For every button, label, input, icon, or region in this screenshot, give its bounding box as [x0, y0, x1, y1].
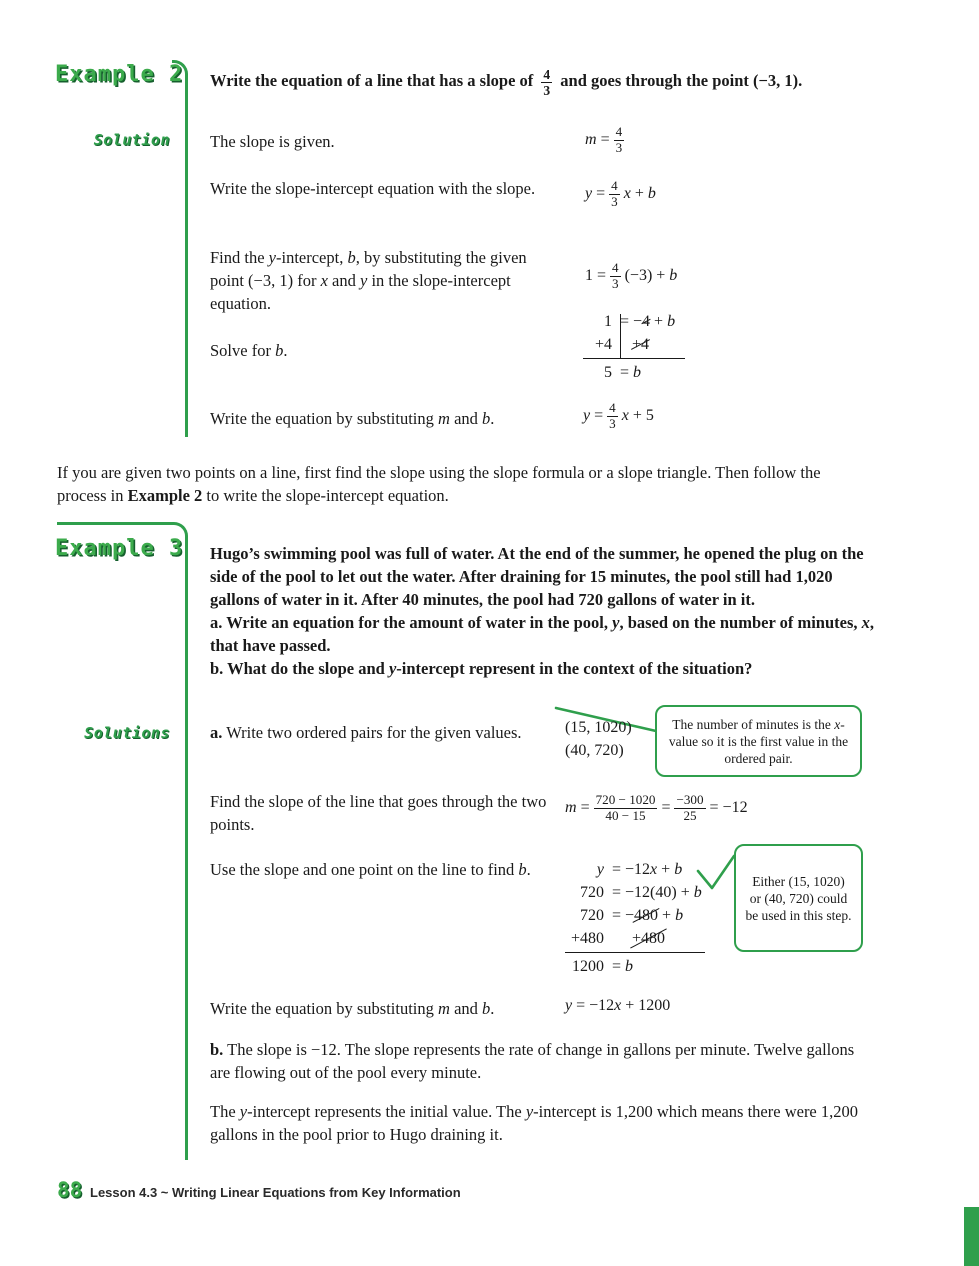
problem-paragraph: Hugo’s swimming pool was full of water. At the end of the summer, he opened the plug on the side of the pool to let out the water. After draining for 15 minutes, the pool still had 1,020 gallons of water in it. After 40 minutes, the pool had 720 gallons of water in it. — [210, 544, 864, 609]
math-lhs: y = — [585, 185, 606, 202]
fraction — [614, 125, 625, 155]
solve-work-example3 — [565, 858, 705, 978]
work-row: +480 +480 — [565, 927, 705, 950]
math-substituted — [585, 258, 677, 294]
step-text-find-y-intercept: Find the y-intercept, b, by substituting the given point (−3, 1) for x and y in the slope-intercept equation. — [210, 248, 527, 313]
fraction-numerator: 4 — [615, 123, 623, 139]
example3-problem — [210, 542, 875, 680]
problem-post: and goes through the point (−3, 1). — [560, 71, 803, 90]
work-row: y = −12x + b — [596, 861, 683, 878]
ordered-pair-1: (15, 1020) — [565, 719, 632, 736]
interlude-paragraph: If you are given two points on a line, first find the slope using the slope formula or a slope triangle. Then follow the process in Example 2 to write the slope-intercept equation. — [57, 463, 821, 505]
step-text-ordered-pairs: a. Write two ordered pairs for the given values. — [210, 723, 522, 742]
math-rhs: (−3) + b — [624, 267, 678, 284]
work-row: 1200 = b — [572, 958, 634, 975]
fraction-denominator: 3 — [543, 82, 551, 98]
callout-minutes-x-value: The number of minutes is the x-value so it is the first value in the ordered pair. — [655, 705, 862, 777]
fraction — [541, 67, 552, 98]
problem-pre: Write the equation of a line that has a slope of — [210, 71, 534, 90]
work-row: 5 = b — [604, 364, 642, 381]
step-text-write-equation: Write the equation by substituting m and b. — [210, 999, 495, 1018]
work-row: 720 = −480 + b — [565, 904, 705, 927]
step-text-slope-intercept: Write the slope-intercept equation with the slope. — [210, 179, 536, 198]
example2-label: Example 2 — [55, 62, 184, 87]
fraction-denominator: 25 — [683, 807, 697, 823]
fraction-denominator: 3 — [611, 193, 618, 209]
fraction-numerator: 4 — [611, 177, 618, 193]
step-text-find-b: Use the slope and one point on the line to find b. — [210, 860, 531, 879]
work-row: +4 +4 — [583, 333, 685, 356]
work-divider-line — [620, 314, 621, 358]
page-number: 88 — [57, 1178, 83, 1202]
sum-underline — [565, 952, 705, 953]
math-rhs: x + 5 — [621, 407, 654, 424]
example3-bracket — [57, 522, 188, 1160]
fraction-numerator: −300 — [676, 791, 704, 807]
fraction-numerator: 4 — [612, 259, 619, 275]
math-slope-intercept — [585, 176, 656, 212]
fraction-numerator: 4 — [543, 66, 551, 82]
fraction-numerator: 720 − 1020 — [595, 791, 656, 807]
problem-part-b: b. What do the slope and y-intercept represent in the context of the situation? — [210, 659, 753, 678]
callout-either-point: Either (15, 1020) or (40, 720) could be used in this step. — [734, 844, 863, 952]
work-row: 720 = −12(40) + b — [580, 884, 702, 901]
answer-y-intercept: The y-intercept represents the initial value. The y-intercept is 1,200 which means there were 1,200 gallons in the pool prior to Hugo draining it. — [210, 1102, 859, 1144]
math-m-given — [585, 122, 628, 158]
math-lhs: 1 = — [585, 267, 607, 284]
work-row: 1 = −4 + b — [583, 310, 685, 333]
fraction — [594, 793, 658, 823]
solutions-label: Solutions — [84, 724, 170, 742]
math-final-example2 — [583, 398, 654, 434]
step-text-solve-for-b: Solve for b. — [210, 341, 288, 360]
problem-part-a: a. Write an equation for the amount of water in the pool, y, based on the number of minutes, x, that have passed. — [210, 613, 875, 655]
sum-underline — [583, 358, 685, 359]
lesson-title: Lesson 4.3 ~ Writing Linear Equations from Key Information — [90, 1185, 461, 1200]
fraction — [674, 793, 705, 823]
fraction-denominator: 3 — [615, 139, 623, 155]
math-result: = −12 — [709, 799, 748, 816]
solution-label: Solution — [93, 131, 170, 149]
math-slope-calculation — [565, 786, 748, 830]
fraction-numerator: 4 — [609, 399, 616, 415]
step-text-slope-given: The slope is given. — [210, 132, 335, 151]
fraction — [609, 179, 620, 209]
solve-work-example2 — [583, 310, 685, 384]
fraction — [610, 261, 621, 291]
example2-bracket — [172, 60, 188, 437]
fraction — [607, 401, 618, 431]
answer-part-b: b. The slope is −12. The slope represents the rate of change in gallons per minute. Twelve gallons are flowing out of the pool every minute. — [210, 1040, 855, 1082]
step-text-write-equation: Write the equation by substituting m and b. — [210, 409, 495, 428]
fraction-denominator: 3 — [612, 275, 619, 291]
ordered-pair-2: (40, 720) — [565, 742, 624, 759]
example2-problem — [210, 64, 900, 98]
math-lhs: m = — [585, 131, 610, 148]
equals-sign: = — [661, 799, 671, 816]
step-text-find-slope: Find the slope of the line that goes through the two points. — [210, 792, 547, 834]
page-edge-bar — [964, 1207, 979, 1266]
math-lhs: y = — [583, 407, 604, 424]
math-rhs: x + b — [623, 185, 656, 202]
fraction-denominator: 40 − 15 — [605, 807, 646, 823]
math-lhs: m = — [565, 799, 590, 816]
example3-label: Example 3 — [55, 536, 184, 561]
math-final-example3: y = −12x + 1200 — [565, 997, 671, 1014]
fraction-denominator: 3 — [609, 415, 616, 431]
